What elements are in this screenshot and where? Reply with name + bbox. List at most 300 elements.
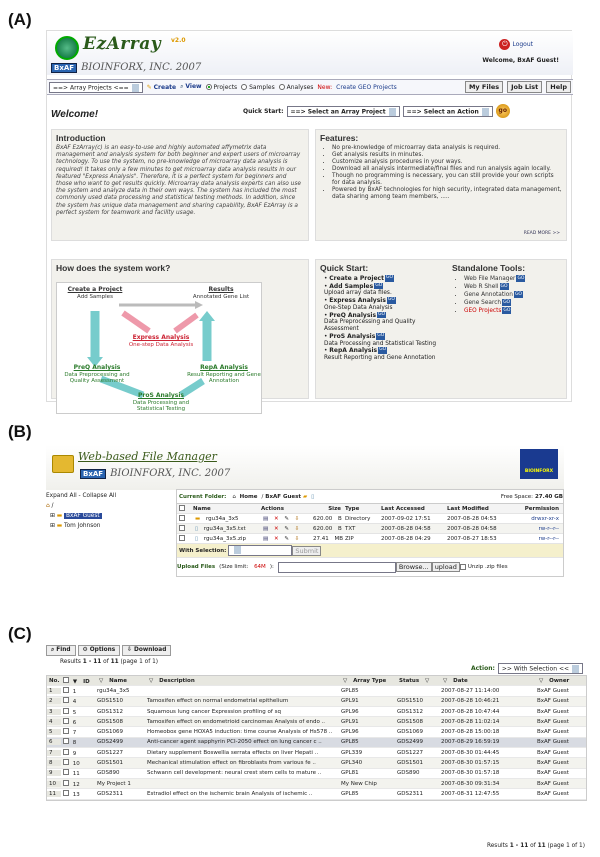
file-row[interactable] bbox=[177, 534, 563, 544]
row-checkbox[interactable] bbox=[63, 780, 69, 786]
projects-select-value: ==> Array Projects <== bbox=[53, 84, 129, 91]
go-badge[interactable]: GO bbox=[517, 276, 525, 281]
bullet-icon: • bbox=[324, 298, 330, 305]
file-perm: rw-r--r-- bbox=[538, 525, 559, 532]
expand-collapse-links[interactable]: Expand All - Collapse All bbox=[46, 493, 117, 499]
row-checkbox[interactable] bbox=[63, 728, 69, 734]
project-table-header bbox=[47, 676, 586, 686]
file-name-cell[interactable] bbox=[191, 516, 259, 522]
upload-file-input[interactable] bbox=[278, 562, 396, 573]
col-owner[interactable] bbox=[535, 678, 585, 684]
row-id-cell bbox=[61, 759, 95, 767]
gear-icon: ⚙ bbox=[82, 647, 88, 653]
quick-start-list bbox=[320, 275, 450, 362]
txt-icon[interactable]: ▤ bbox=[263, 515, 270, 522]
row-owner: BxAF Guest bbox=[537, 718, 569, 725]
file-modified: 2007-08-27 18:53 bbox=[447, 535, 497, 542]
row-array: GPL91 bbox=[341, 698, 359, 705]
col-array-type-label: Array Type bbox=[353, 677, 387, 684]
quick-start-item-title: PreQ Analysis bbox=[329, 311, 377, 319]
txt-icon[interactable]: ▤ bbox=[263, 525, 270, 532]
file-manager-header bbox=[46, 445, 564, 490]
select-all-checkbox[interactable] bbox=[63, 677, 69, 683]
file-accessed: 2007-08-28 04:29 bbox=[381, 535, 431, 542]
download-icon[interactable]: ⇩ bbox=[294, 535, 300, 542]
create-link[interactable] bbox=[147, 84, 176, 91]
file-checkbox-cell bbox=[177, 515, 191, 523]
home-icon: ⌂ bbox=[46, 503, 50, 509]
row-id-cell bbox=[61, 780, 95, 788]
table-row[interactable] bbox=[47, 789, 586, 799]
find-button[interactable] bbox=[46, 645, 76, 656]
size-limit-value: 64M bbox=[254, 564, 266, 570]
unzip-label: Unzip .zip files bbox=[467, 564, 508, 570]
project-table bbox=[46, 675, 587, 801]
file-name-cell[interactable] bbox=[191, 536, 259, 542]
options-button[interactable] bbox=[78, 645, 121, 656]
table-row[interactable] bbox=[47, 697, 586, 707]
intro-title: Introduction bbox=[56, 133, 106, 143]
col-name[interactable]: Name bbox=[193, 505, 211, 512]
file-checkbox-cell bbox=[177, 525, 191, 533]
row-status: GDS890 bbox=[397, 770, 420, 777]
bxaf-badge: BxAF bbox=[51, 63, 77, 73]
col-description[interactable] bbox=[145, 678, 339, 684]
my-files-button[interactable]: My Files bbox=[465, 81, 503, 93]
chevron-down-icon bbox=[389, 108, 396, 116]
standalone-list bbox=[452, 275, 564, 315]
sort-icon: ▽ bbox=[443, 677, 448, 684]
quick-start-item-desc: Data Preprocessing and Quality Assessment bbox=[324, 319, 416, 333]
file-row[interactable] bbox=[177, 524, 563, 534]
row-checkbox[interactable] bbox=[63, 697, 69, 703]
quick-start-item[interactable] bbox=[324, 283, 450, 297]
features-title: Features: bbox=[320, 133, 359, 143]
sort-icon: ▽ bbox=[343, 677, 348, 684]
tree-root-label: / bbox=[51, 503, 54, 509]
quick-start-item-title: Create a Project bbox=[329, 274, 384, 282]
node-pros-title: ProS Analysis bbox=[137, 392, 185, 399]
file-size-cell bbox=[309, 526, 343, 532]
chevron-down-icon bbox=[482, 108, 489, 116]
size-limit-text bbox=[215, 564, 278, 570]
node-results bbox=[185, 287, 257, 300]
sort-icon: ▽ bbox=[425, 677, 430, 684]
download-icon: ⇩ bbox=[127, 647, 133, 653]
row-owner: BxAF Guest bbox=[537, 780, 569, 787]
project-rows bbox=[47, 686, 586, 799]
quick-start-item[interactable] bbox=[324, 347, 450, 361]
row-no: 1 bbox=[47, 688, 61, 694]
go-badge[interactable]: GO bbox=[378, 311, 386, 317]
company-line bbox=[51, 62, 201, 73]
row-no: 7 bbox=[47, 750, 61, 756]
bxaf-badge: BxAF bbox=[80, 469, 106, 479]
nav-bar bbox=[47, 79, 573, 95]
row-owner: BxAF Guest bbox=[537, 739, 569, 746]
feature-item: • Though no programming is necessary, you can still provide your own scripts for data analysis. bbox=[332, 173, 562, 187]
file-actions bbox=[259, 526, 309, 532]
path-sep: / bbox=[261, 493, 264, 500]
download-label: Download bbox=[134, 647, 167, 653]
features-box bbox=[315, 129, 567, 241]
job-list-button[interactable]: Job List bbox=[507, 81, 542, 93]
go-badge[interactable]: GO bbox=[503, 300, 511, 305]
col-permission[interactable]: Permission bbox=[524, 505, 559, 512]
results-total: 11 bbox=[110, 659, 119, 665]
select-project[interactable] bbox=[287, 106, 400, 117]
row-date: 2007-08-28 15:00:18 bbox=[441, 729, 500, 736]
col-no[interactable]: No. bbox=[49, 677, 60, 684]
ezarray-logo-icon bbox=[55, 36, 79, 60]
row-id: 1 bbox=[72, 688, 77, 695]
table-row[interactable] bbox=[47, 748, 586, 758]
row-desc: Tamoxifen effect on normal endometrial epithelium bbox=[147, 698, 289, 705]
row-owner: BxAF Guest bbox=[537, 749, 569, 756]
row-name[interactable]: GDS890 bbox=[97, 770, 120, 777]
table-row[interactable] bbox=[47, 738, 586, 748]
search-icon: ⌕ bbox=[51, 647, 55, 653]
row-id-cell bbox=[61, 738, 95, 746]
col-type[interactable]: Type bbox=[345, 505, 360, 512]
standalone-item[interactable] bbox=[464, 291, 564, 299]
row-no: 4 bbox=[47, 719, 61, 725]
col-status-label: Status bbox=[399, 677, 420, 684]
col-status[interactable] bbox=[395, 678, 439, 684]
row-status: GDS1312 bbox=[397, 708, 423, 715]
free-space-value: 27.40 GB bbox=[534, 493, 563, 500]
table-row[interactable] bbox=[47, 686, 586, 696]
chevron-down-icon bbox=[132, 84, 139, 92]
row-checkbox[interactable] bbox=[63, 790, 69, 796]
quick-start-item-desc: Data Processing and Statistical Testing bbox=[324, 340, 437, 347]
row-name[interactable]: GDS1312 bbox=[97, 708, 123, 715]
file-modified: 2007-08-28 04:53 bbox=[447, 515, 497, 522]
row-no: 8 bbox=[47, 760, 61, 766]
col-size[interactable]: Size bbox=[328, 505, 341, 512]
file-table-header bbox=[177, 504, 563, 514]
with-selection-bar bbox=[177, 544, 563, 558]
tree-item-tom-johnson[interactable] bbox=[46, 521, 171, 531]
standalone-item-label: Web File Manager bbox=[464, 276, 516, 282]
sort-icon: ▼ bbox=[72, 678, 78, 685]
row-id: 4 bbox=[72, 699, 77, 706]
select-project-value: ==> Select an Array Project bbox=[290, 108, 386, 115]
file-type: ZIP bbox=[345, 535, 354, 542]
row-name[interactable]: GDS1069 bbox=[97, 729, 123, 736]
col-id-label: ID bbox=[83, 678, 90, 685]
ezarray-panel bbox=[46, 30, 572, 412]
table-row[interactable] bbox=[47, 779, 586, 789]
tree-root[interactable] bbox=[46, 501, 171, 511]
row-name[interactable]: GDS1227 bbox=[97, 749, 123, 756]
standalone-item[interactable] bbox=[464, 283, 564, 291]
row-id-cell bbox=[61, 718, 95, 726]
row-date: 2007-08-27 11:14:00 bbox=[441, 687, 500, 694]
features-list bbox=[320, 145, 562, 201]
go-badge[interactable]: GO bbox=[514, 292, 522, 297]
folder-logo-icon bbox=[52, 455, 74, 473]
delete-icon[interactable]: ✕ bbox=[273, 515, 281, 522]
action-select[interactable] bbox=[498, 663, 583, 674]
path-home-label: Home bbox=[239, 493, 258, 500]
file-size-unit: B bbox=[338, 515, 342, 522]
path-home[interactable] bbox=[228, 494, 259, 500]
row-id-cell bbox=[61, 708, 95, 716]
radio-samples[interactable] bbox=[241, 84, 275, 91]
bullet-icon: • bbox=[324, 333, 330, 340]
tree-item-label: BxAF Guest bbox=[66, 513, 100, 519]
go-badge[interactable]: GO bbox=[385, 275, 393, 280]
logout-link[interactable] bbox=[499, 39, 533, 50]
file-name: rgu34a_3x5.txt bbox=[203, 525, 246, 532]
sort-icon: ▽ bbox=[539, 677, 544, 684]
download-icon[interactable]: ⇩ bbox=[294, 525, 300, 532]
table-row[interactable] bbox=[47, 727, 586, 737]
node-preq bbox=[59, 365, 135, 385]
standalone-col bbox=[452, 263, 564, 315]
results-total: 11 bbox=[537, 843, 546, 849]
folder-icon: ▬ bbox=[56, 513, 63, 519]
create-geo-link[interactable]: Create GEO Projects bbox=[336, 83, 397, 91]
bioinforx-emblem: BIOINFORX bbox=[520, 449, 558, 479]
file-row[interactable] bbox=[177, 514, 563, 524]
download-icon[interactable]: ⇩ bbox=[294, 515, 300, 522]
radio-icon bbox=[206, 84, 212, 90]
browse-button[interactable]: Browse... bbox=[396, 562, 432, 572]
table-row[interactable] bbox=[47, 758, 586, 768]
file-icon: ▯ bbox=[195, 525, 200, 532]
action-label: Action: bbox=[470, 665, 495, 672]
quick-start-item-desc: One-Step Data Analysis bbox=[324, 304, 393, 311]
row-array: GPL96 bbox=[341, 729, 359, 736]
file-size: 620.00 bbox=[313, 515, 333, 522]
table-row[interactable] bbox=[47, 717, 586, 727]
radio-analyses[interactable] bbox=[279, 84, 314, 91]
go-badge[interactable]: GO bbox=[500, 284, 508, 289]
row-desc: Mechanical stimulation effect on fibroblasts from various fe .. bbox=[147, 760, 316, 767]
submit-button[interactable]: Submit bbox=[292, 546, 321, 556]
row-name[interactable]: My Project 1 bbox=[97, 780, 131, 787]
row-status: GDS1227 bbox=[397, 749, 423, 756]
row-desc: Homeobox gene HOXA5 induction: time course Analysis of Hs578 .. bbox=[147, 729, 333, 736]
file-size: 27.41 bbox=[313, 535, 329, 542]
standalone-item[interactable] bbox=[464, 275, 564, 283]
size-limit-prefix: (Size limit: bbox=[219, 564, 249, 570]
row-array: GPL340 bbox=[341, 760, 363, 767]
file-checkbox[interactable] bbox=[179, 525, 185, 531]
company-name: BIOINFORX, INC. 2007 bbox=[81, 62, 202, 73]
panel-label-b: (B) bbox=[8, 422, 32, 441]
delete-icon[interactable]: ✕ bbox=[273, 535, 281, 542]
row-name[interactable]: GDS1508 bbox=[97, 718, 123, 725]
col-array-type[interactable] bbox=[339, 678, 395, 684]
quick-start-item-title: Add Samples bbox=[329, 282, 374, 290]
radio-analyses-label: Analyses bbox=[286, 83, 314, 91]
node-repa bbox=[187, 365, 261, 385]
quick-start-item-title: Express Analysis bbox=[329, 297, 386, 305]
action-select-value: >> With Selection << bbox=[501, 665, 569, 673]
row-date: 2007-08-28 10:47:44 bbox=[441, 708, 500, 715]
help-button[interactable]: Help bbox=[546, 81, 571, 93]
new-label: New: bbox=[317, 83, 333, 91]
edit-icon[interactable]: ✎ bbox=[284, 515, 291, 522]
node-repa-title: RepA Analysis bbox=[200, 364, 248, 371]
tree-item-bxaf-guest[interactable] bbox=[46, 511, 171, 521]
quick-start-box bbox=[315, 259, 567, 399]
row-status: GDS1510 bbox=[397, 698, 423, 705]
col-id[interactable] bbox=[61, 677, 95, 685]
row-checkbox[interactable] bbox=[63, 718, 69, 724]
folder-icon: ▬ bbox=[56, 523, 63, 529]
row-checkbox[interactable] bbox=[63, 738, 69, 744]
row-id: 12 bbox=[72, 781, 80, 788]
results-prefix: Results bbox=[486, 843, 508, 849]
view-icon: ⌕ bbox=[180, 83, 184, 90]
read-more-link[interactable]: READ MORE >> bbox=[523, 231, 560, 236]
file-name-cell[interactable] bbox=[191, 526, 259, 532]
file-manager-title: Web-based File Manager bbox=[78, 450, 217, 463]
panel-label-a: (A) bbox=[8, 10, 32, 29]
go-badge[interactable]: GO bbox=[379, 347, 387, 353]
row-checkbox[interactable] bbox=[63, 769, 69, 775]
row-checkbox[interactable] bbox=[63, 708, 69, 714]
go-badge[interactable]: GO bbox=[387, 297, 395, 303]
row-array: GPL339 bbox=[341, 749, 363, 756]
download-button[interactable] bbox=[122, 645, 171, 656]
row-owner: BxAF Guest bbox=[537, 760, 569, 767]
col-name[interactable] bbox=[95, 678, 145, 684]
workflow-diagram bbox=[56, 282, 262, 414]
file-checkbox[interactable] bbox=[179, 515, 185, 521]
select-action[interactable] bbox=[403, 106, 493, 117]
row-checkbox[interactable] bbox=[63, 759, 69, 765]
delete-icon[interactable]: ✕ bbox=[273, 525, 281, 532]
chevron-down-icon bbox=[572, 665, 579, 673]
row-id: 13 bbox=[72, 791, 80, 798]
table-row[interactable] bbox=[47, 707, 586, 717]
row-array: GPL81 bbox=[341, 770, 359, 777]
create-icon: ✎ bbox=[146, 83, 152, 91]
results-page: (page 1 of 1) bbox=[547, 843, 585, 849]
projects-select[interactable] bbox=[49, 82, 143, 93]
row-owner: BxAF Guest bbox=[537, 790, 569, 797]
row-id: 8 bbox=[72, 740, 77, 747]
file-checkbox[interactable] bbox=[179, 535, 185, 541]
radio-icon bbox=[279, 84, 285, 90]
welcome-heading: Welcome! bbox=[51, 109, 99, 120]
row-array: GPL85 bbox=[341, 739, 359, 746]
how-box bbox=[51, 259, 309, 412]
row-checkbox[interactable] bbox=[63, 749, 69, 755]
create-label: Create bbox=[153, 83, 177, 91]
node-express-sub: One-step Data Analysis bbox=[128, 341, 194, 348]
standalone-item-label: Web R Shell bbox=[464, 284, 499, 290]
row-array: My New Chip bbox=[341, 780, 377, 787]
standalone-item[interactable] bbox=[464, 307, 564, 315]
ezarray-version: v2.0 bbox=[171, 37, 186, 44]
quick-start-label: Quick Start: bbox=[243, 107, 284, 115]
intro-box bbox=[51, 129, 309, 241]
txt-icon[interactable]: ▤ bbox=[263, 535, 270, 542]
col-owner-label: Owner bbox=[549, 677, 570, 684]
with-selection-select[interactable] bbox=[228, 545, 292, 556]
row-name[interactable]: rgu34a_3x5 bbox=[97, 687, 130, 694]
quick-start-item[interactable] bbox=[324, 312, 450, 333]
row-owner: BxAF Guest bbox=[537, 729, 569, 736]
col-modified[interactable]: Last Modified bbox=[447, 505, 489, 512]
row-id: 7 bbox=[72, 730, 77, 737]
edit-icon[interactable]: ✎ bbox=[284, 535, 291, 542]
table-row[interactable] bbox=[47, 769, 586, 779]
feature-item: • Download all analysis intermediate/final files and run analysis again locally. bbox=[332, 166, 562, 173]
standalone-item-label: GEO Projects bbox=[464, 308, 502, 314]
radio-projects-label: Projects bbox=[213, 83, 238, 91]
quick-start-item[interactable] bbox=[324, 297, 450, 311]
standalone-item[interactable] bbox=[464, 299, 564, 307]
go-button[interactable]: go bbox=[496, 104, 510, 118]
find-label: Find bbox=[56, 647, 71, 653]
row-desc: Estradiol effect on the ischemic brain Analysis of ischemic .. bbox=[147, 790, 313, 797]
feature-item: • Get analysis results in minutes. bbox=[332, 152, 562, 159]
new-file-icon[interactable]: ▯ bbox=[311, 493, 315, 500]
row-checkbox[interactable] bbox=[63, 687, 69, 693]
radio-projects[interactable] bbox=[206, 84, 238, 91]
row-name[interactable]: GDS1501 bbox=[97, 760, 123, 767]
quick-start-item[interactable] bbox=[324, 333, 450, 347]
row-name[interactable]: GDS1510 bbox=[97, 698, 123, 705]
view-link[interactable] bbox=[180, 83, 202, 91]
edit-icon[interactable]: ✎ bbox=[284, 525, 291, 532]
row-date: 2007-08-29 16:59:19 bbox=[441, 739, 500, 746]
file-checkbox-cell bbox=[177, 535, 191, 543]
file-rows bbox=[177, 514, 563, 544]
col-accessed[interactable]: Last Accessed bbox=[381, 505, 425, 512]
go-badge[interactable]: GO bbox=[375, 282, 383, 288]
row-id: 5 bbox=[72, 709, 77, 716]
options-label: Options bbox=[89, 647, 116, 653]
upload-bar bbox=[177, 558, 563, 576]
upload-label: Upload Files bbox=[177, 564, 216, 570]
standalone-item-label: Gene Annotation bbox=[464, 292, 513, 298]
quick-start-item[interactable] bbox=[324, 275, 450, 283]
row-name[interactable]: GDS2499 bbox=[97, 739, 123, 746]
upload-button[interactable]: upload bbox=[432, 562, 460, 572]
row-id: 11 bbox=[72, 771, 80, 778]
row-name[interactable]: GDS2311 bbox=[97, 790, 123, 797]
bullet-icon: • bbox=[324, 275, 330, 282]
col-name-label: Name bbox=[109, 677, 127, 684]
current-folder-bar bbox=[177, 490, 563, 504]
go-badge[interactable]: GO bbox=[377, 332, 385, 338]
row-no: 6 bbox=[47, 739, 61, 745]
select-all-checkbox[interactable] bbox=[179, 505, 185, 511]
quick-start-item-title: ProS Analysis bbox=[329, 332, 376, 340]
row-date: 2007-08-30 09:31:34 bbox=[441, 780, 500, 787]
go-badge[interactable]: GO bbox=[503, 308, 511, 313]
node-express-title: Express Analysis bbox=[132, 334, 190, 341]
node-pros-sub: Data Processing and Statistical Testing bbox=[132, 399, 190, 412]
row-status: GDS1069 bbox=[397, 729, 423, 736]
new-folder-icon[interactable]: ▰ bbox=[303, 493, 308, 500]
file-icon: ▯ bbox=[195, 535, 200, 542]
project-grid-panel bbox=[46, 645, 587, 855]
bullet-icon: • bbox=[324, 283, 330, 290]
standalone-title: Standalone Tools: bbox=[452, 263, 526, 273]
select-action-value: ==> Select an Action bbox=[406, 108, 479, 115]
node-create-project bbox=[63, 287, 127, 300]
col-date[interactable] bbox=[439, 678, 535, 684]
